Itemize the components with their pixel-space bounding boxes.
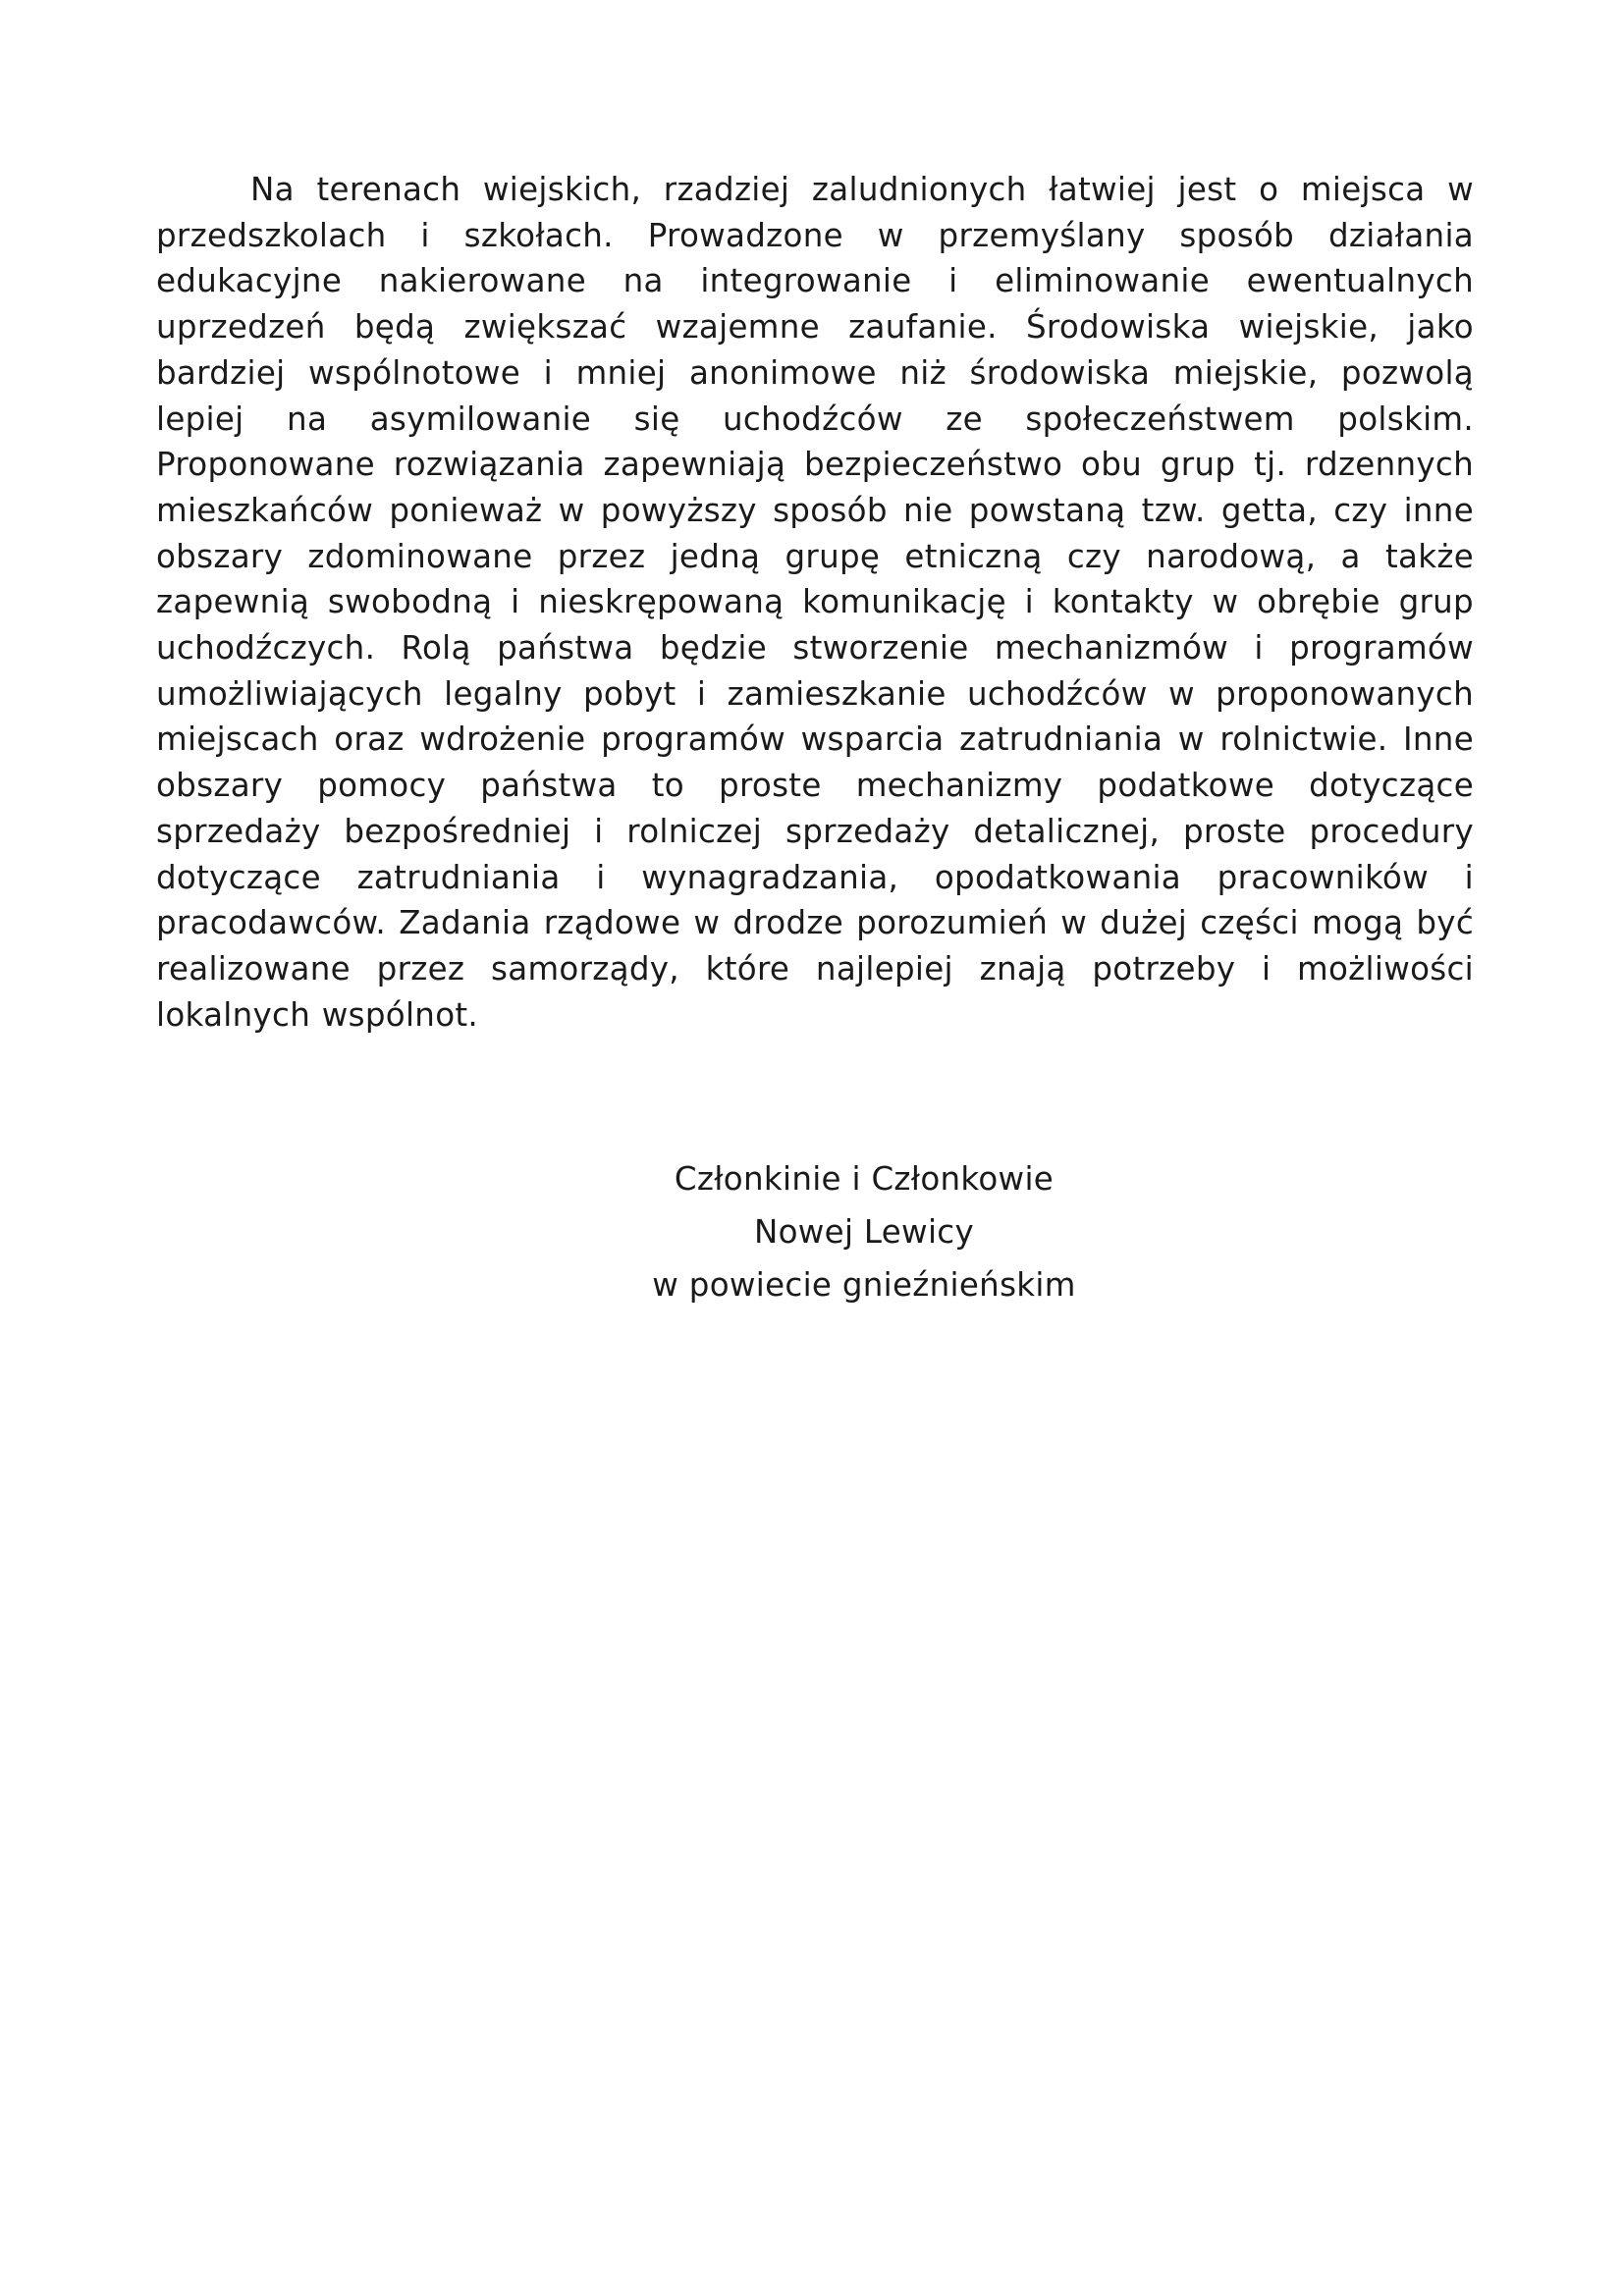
signature-line-2: Nowej Lewicy xyxy=(754,1213,974,1251)
body-paragraph: Na terenach wiejskich, rzadziej zaludnionych łatwiej jest o miejsca w przedszkolach i szkołach. Prowadzone w przemyślany sposób działania edukacyjne nakierowane na integrowanie i eliminowanie ewentualnych uprzedzeń będą zwiększać wzajemne zaufanie. Środowiska wiejskie, jako bardziej wspólnotowe i mniej anonimowe niż środowiska miejskie, pozwolą lepiej na asymilowanie się uchodźców ze społeczeństwem polskim. Proponowane rozwiązania zapewniają bezpieczeństwo obu grup tj. rdzennych mieszkańców ponieważ w powyższy sposób nie powstaną tzw. getta, czy inne obszary zdominowane przez jedną grupę etniczną czy narodową, a także zapewnią swobodną i nieskrępowaną komunikację i kontakty w obrębie grup uchodźczych. Rolą państwa będzie stworzenie mechanizmów i programów umożliwiających legalny pobyt i zamieszkanie uchodźców w proponowanych miejscach oraz wdrożenie programów wsparcia zatrudniania w rolnictwie. Inne obszary pomocy państwa to proste mechanizmy podatkowe dotyczące sprzedaży bezpośredniej i rolniczej sprzedaży detalicznej, proste procedury dotyczące zatrudniania i wynagradzania, opodatkowania pracowników i pracodawców. Zadania rządowe w drodze porozumień w dużej części mogą być realizowane przez samorządy, które najlepiej znają potrzeby i możliwości lokalnych wspólnot. xyxy=(156,171,1474,1034)
signature-line-1: Członkinie i Członkowie xyxy=(674,1160,1055,1198)
signature-block xyxy=(550,1152,1178,1311)
signature-line-3: w powiecie gnieźnieńskim xyxy=(652,1266,1076,1304)
